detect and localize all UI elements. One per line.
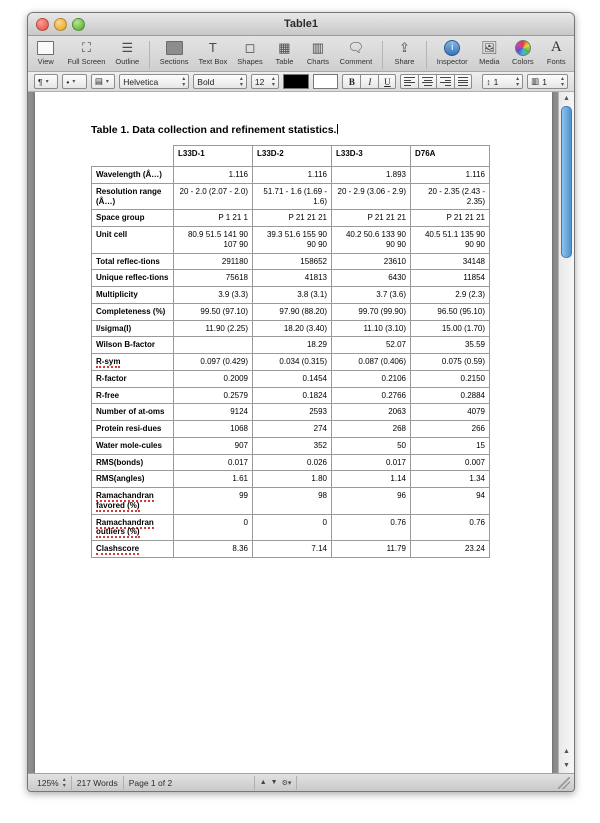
- full-screen-icon: ⛶: [81, 39, 91, 55]
- align-left-button[interactable]: [400, 74, 418, 89]
- table-cell-value: 2593: [253, 404, 332, 421]
- table-cell-value: 0.097 (0.429): [174, 354, 253, 371]
- table-cell-value: 9124: [174, 404, 253, 421]
- toolbar-view[interactable]: [34, 39, 57, 66]
- word-count: [72, 776, 124, 790]
- table-cell-value: 0.026: [253, 454, 332, 471]
- table-cell-value: 18.20 (3.40): [253, 320, 332, 337]
- table-row[interactable]: [92, 514, 490, 541]
- table-cell-value: 51.71 - 1.6 (1.69 - 1.6): [253, 183, 332, 210]
- table-cell-value: P 21 21 21: [253, 210, 332, 227]
- scroll-thumb[interactable]: [561, 106, 572, 258]
- table-cell-value: 8.36: [174, 541, 253, 558]
- line-spacing-icon: ↕: [486, 76, 491, 87]
- table-cell-value: 0.76: [411, 514, 490, 541]
- page-down-icon[interactable]: ▼: [270, 779, 278, 786]
- scroll-up-arrow-bottom[interactable]: ▲: [563, 748, 570, 755]
- table-row-label: Unit cell: [92, 227, 174, 254]
- table-cell-value: 3.7 (3.6): [332, 287, 411, 304]
- table-cell-value: 40.2 50.6 133 90 90 90: [332, 227, 411, 254]
- table-cell-value: 7.14: [253, 541, 332, 558]
- spellcheck-underline: R-sym: [96, 357, 121, 366]
- spellcheck-underline: Ramachandran favored (%): [96, 491, 154, 510]
- table-cell-value: 0.2106: [332, 370, 411, 387]
- view-icon: [37, 39, 54, 56]
- spellcheck-underline: Clashscore: [96, 544, 140, 553]
- table-row-label: Unique reflec-tions: [92, 270, 174, 287]
- font-style-select[interactable]: Bold ▴ ▾: [193, 74, 247, 89]
- table-row-label: [92, 514, 174, 541]
- outline-icon: ☰: [121, 39, 134, 55]
- table-cell-value: 0.034 (0.315): [253, 354, 332, 371]
- table-cell-value: 266: [411, 421, 490, 438]
- comment-icon: 🗨: [347, 39, 365, 55]
- table-cell-value: 1.61: [174, 471, 253, 488]
- table-cell-value: 39.3 51.6 155 90 90 90: [253, 227, 332, 254]
- table-caption-text: Table 1. Data collection and refinement statistics.: [91, 124, 337, 136]
- table-cell-value: 0.017: [332, 454, 411, 471]
- table-header-l33d-3: L33D-3: [332, 146, 411, 167]
- title-bar[interactable]: [28, 13, 574, 36]
- table-cell-value: 2.9 (2.3): [411, 287, 490, 304]
- close-button[interactable]: [36, 18, 49, 31]
- table-cell-value: 274: [253, 421, 332, 438]
- table-cell-value: 268: [332, 421, 411, 438]
- table-header-l33d-1: L33D-1: [174, 146, 253, 167]
- table-row[interactable]: [92, 303, 490, 320]
- text-style-buttons: [342, 74, 396, 89]
- toolbar-shapes[interactable]: [237, 39, 262, 66]
- toolbar-outline-label: Outline: [115, 57, 140, 66]
- table-header-blank: [92, 146, 174, 167]
- font-family-value: Helvetica: [123, 76, 159, 87]
- table-cell-value: 0.017: [174, 454, 253, 471]
- table-cell-value: 15: [411, 437, 490, 454]
- toolbar-colors[interactable]: [511, 39, 534, 66]
- table-header-row: [92, 146, 490, 167]
- toolbar-separator-3: [426, 41, 427, 69]
- main-toolbar: [28, 36, 574, 72]
- table-header-d76a: D76A: [411, 146, 490, 167]
- columns-select[interactable]: ▥ 1 ▴ ▾: [527, 74, 568, 89]
- table-cell-value: 0.76: [332, 514, 411, 541]
- font-family-select[interactable]: Helvetica ▴ ▾: [119, 74, 189, 89]
- table-row-label: Wilson B-factor: [92, 337, 174, 354]
- table-row-label: Total reflec-tions: [92, 253, 174, 270]
- table-cell-value: 11.10 (3.10): [332, 320, 411, 337]
- table-row-label: Protein resi-dues: [92, 421, 174, 438]
- table-row-label: RMS(angles): [92, 471, 174, 488]
- table-cell-value: 0.007: [411, 454, 490, 471]
- table-cell-value: 1.116: [411, 167, 490, 184]
- maximize-button[interactable]: [72, 18, 85, 31]
- table-row-label: [92, 541, 174, 558]
- align-left-icon: [404, 77, 415, 86]
- table-cell-value: 11.90 (2.25): [174, 320, 253, 337]
- line-spacing-select[interactable]: ↕ 1 ▴ ▾: [482, 74, 523, 89]
- table-row-label: [92, 354, 174, 371]
- table-row-label: R-factor: [92, 370, 174, 387]
- table-row-label: Space group: [92, 210, 174, 227]
- table-row[interactable]: [92, 183, 490, 210]
- table-header-l33d-2: L33D-2: [253, 146, 332, 167]
- toolbar-inspector-label: Inspector: [436, 57, 468, 66]
- toolbar-text-box[interactable]: [199, 39, 228, 66]
- align-justify-icon: [458, 77, 468, 86]
- align-right-button[interactable]: [436, 74, 454, 89]
- zoom-value: 125%: [37, 777, 59, 788]
- table-cell-value: 18.29: [253, 337, 332, 354]
- style-bar: [28, 72, 574, 92]
- table-cell-value: P 1 21 1: [174, 210, 253, 227]
- table-row-label: [92, 488, 174, 515]
- table-row[interactable]: [92, 320, 490, 337]
- table-row-label: R-free: [92, 387, 174, 404]
- list-style-icon: •: [66, 76, 70, 87]
- table-row-label: Completeness (%): [92, 303, 174, 320]
- table-cell-value: P 21 21 21: [411, 210, 490, 227]
- table-cell-value: 40.5 51.1 135 90 90 90: [411, 227, 490, 254]
- word-count-value: 217 Words: [76, 777, 118, 788]
- align-right-icon: [440, 77, 451, 86]
- align-justify-button[interactable]: [454, 74, 472, 89]
- document-canvas[interactable]: [28, 92, 574, 773]
- toolbar-fonts-label: Fonts: [546, 57, 566, 66]
- table-row[interactable]: [92, 270, 490, 287]
- table-body: [92, 167, 490, 558]
- table-cell-value: 52.07: [332, 337, 411, 354]
- toolbar-charts-label: Charts: [306, 57, 329, 66]
- table-cell-value: 1.34: [411, 471, 490, 488]
- table-row[interactable]: [92, 404, 490, 421]
- table-row[interactable]: [92, 421, 490, 438]
- toolbar-share-label: Share: [394, 57, 415, 66]
- table-cell-value: 2063: [332, 404, 411, 421]
- table-cell-value: P 21 21 21: [332, 210, 411, 227]
- scroll-up-arrow[interactable]: ▲: [563, 95, 570, 102]
- toolbar-separator-2: [382, 41, 383, 69]
- colors-icon: [515, 39, 531, 56]
- align-center-button[interactable]: [418, 74, 436, 89]
- highlight-color-swatch[interactable]: [313, 74, 339, 89]
- table-row[interactable]: [92, 387, 490, 404]
- sections-icon: [166, 39, 183, 56]
- media-icon: 🖼: [481, 39, 498, 55]
- table-cell-value: 1.80: [253, 471, 332, 488]
- zoom-control[interactable]: 125% ▴ ▾: [32, 776, 72, 790]
- share-icon: ⇪: [399, 39, 410, 55]
- table-cell-value: 20 - 2.0 (2.07 - 2.0): [174, 183, 253, 210]
- statistics-table[interactable]: [91, 145, 490, 558]
- table-row[interactable]: [92, 167, 490, 184]
- toolbar-media[interactable]: [478, 39, 501, 66]
- columns-value: 1: [542, 76, 547, 87]
- table-cell-value: 94: [411, 488, 490, 515]
- table-row-label: Multiplicity: [92, 287, 174, 304]
- toolbar-sections[interactable]: [160, 39, 189, 66]
- table-cell-value: 1.116: [174, 167, 253, 184]
- font-style-value: Bold: [197, 76, 215, 87]
- minimize-button[interactable]: [54, 18, 67, 31]
- table-cell-value: 1.893: [332, 167, 411, 184]
- text-cursor: [337, 124, 338, 134]
- layout-icon: ▤: [94, 76, 103, 86]
- table-cell-value: 75618: [174, 270, 253, 287]
- table-row[interactable]: [92, 471, 490, 488]
- table-cell-value: 6430: [332, 270, 411, 287]
- page-indicator: [124, 776, 255, 790]
- table-row[interactable]: [92, 370, 490, 387]
- table-cell-value: 80.9 51.5 141 90 107 90: [174, 227, 253, 254]
- toolbar-full-screen[interactable]: [67, 39, 105, 66]
- table-icon: ▦: [278, 39, 291, 55]
- table-cell-value: 0: [174, 514, 253, 541]
- align-center-icon: [422, 77, 433, 86]
- application-window: [27, 12, 575, 792]
- table-row[interactable]: [92, 354, 490, 371]
- table-row[interactable]: [92, 227, 490, 254]
- table-row-label: Number of at-oms: [92, 404, 174, 421]
- table-row-label: Resolution range (Å…): [92, 183, 174, 210]
- toolbar-table[interactable]: [273, 39, 296, 66]
- inspector-icon: i: [444, 39, 460, 56]
- toolbar-sections-label: Sections: [159, 57, 189, 66]
- table-row[interactable]: [92, 287, 490, 304]
- page-up-icon[interactable]: ▲: [259, 779, 267, 786]
- table-cell-value: 20 - 2.35 (2.43 - 2.35): [411, 183, 490, 210]
- text-color-swatch[interactable]: [283, 74, 309, 89]
- table-cell-value: 99.50 (97.10): [174, 303, 253, 320]
- table-cell-value: 20 - 2.9 (3.06 - 2.9): [332, 183, 411, 210]
- status-bar: [28, 773, 574, 791]
- font-size-value: 12: [254, 76, 265, 87]
- table-cell-value: 15.00 (1.70): [411, 320, 490, 337]
- charts-icon: ▥: [311, 39, 325, 55]
- table-cell-value: 0.2579: [174, 387, 253, 404]
- paragraph-style-icon: ¶: [38, 76, 43, 87]
- toolbar-outline[interactable]: [115, 39, 139, 66]
- page-settings-icon[interactable]: ⚙▾: [281, 779, 292, 787]
- underline-button[interactable]: U: [378, 74, 396, 89]
- table-row-label: Wavelength (Å…): [92, 167, 174, 184]
- shapes-icon: ◻: [244, 39, 256, 55]
- table-cell-value: 907: [174, 437, 253, 454]
- table-cell-value: 3.9 (3.3): [174, 287, 253, 304]
- toolbar-table-label: Table: [275, 57, 294, 66]
- text-box-icon: T: [208, 40, 217, 55]
- toolbar-colors-label: Colors: [511, 57, 534, 66]
- table-cell-value: 1.116: [253, 167, 332, 184]
- table-cell-value: 4079: [411, 404, 490, 421]
- document-page[interactable]: [35, 92, 552, 773]
- table-cell-value: 0.2884: [411, 387, 490, 404]
- table-row-label: RMS(bonds): [92, 454, 174, 471]
- table-cell-value: 0.1824: [253, 387, 332, 404]
- toolbar-inspector[interactable]: [437, 39, 468, 66]
- table-caption: [91, 124, 524, 136]
- table-row-label: I/sigma(I): [92, 320, 174, 337]
- alignment-buttons: [400, 74, 472, 89]
- toolbar-media-label: Media: [479, 57, 500, 66]
- toolbar-shapes-label: Shapes: [237, 57, 263, 66]
- vertical-scrollbar[interactable]: [558, 92, 574, 773]
- table-row[interactable]: [92, 541, 490, 558]
- toolbar-comment[interactable]: [340, 39, 373, 66]
- table-row[interactable]: [92, 210, 490, 227]
- window-resize-handle[interactable]: [558, 777, 570, 789]
- table-cell-value: 97.90 (88.20): [253, 303, 332, 320]
- table-cell-value: 50: [332, 437, 411, 454]
- table-cell-value: 34148: [411, 253, 490, 270]
- table-cell-value: 158652: [253, 253, 332, 270]
- list-style-menu[interactable]: • ▾: [62, 74, 86, 89]
- toolbar-share[interactable]: [393, 39, 416, 66]
- table-cell-value: 98: [253, 488, 332, 515]
- toolbar-separator-1: [149, 41, 150, 69]
- table-cell-value: 35.59: [411, 337, 490, 354]
- toolbar-comment-label: Comment: [339, 57, 373, 66]
- table-cell-value: 41813: [253, 270, 332, 287]
- table-cell-value: [174, 337, 253, 354]
- table-cell-value: 3.8 (3.1): [253, 287, 332, 304]
- line-spacing-value: 1: [493, 76, 499, 87]
- table-row[interactable]: [92, 437, 490, 454]
- table-cell-value: 0.1454: [253, 370, 332, 387]
- fonts-icon: A: [550, 39, 562, 55]
- table-cell-value: 99: [174, 488, 253, 515]
- spellcheck-underline: Ramachandran outliers (%): [96, 517, 154, 537]
- scroll-down-arrow[interactable]: ▼: [563, 762, 570, 769]
- page-navigation[interactable]: [255, 776, 298, 790]
- table-cell-value: 0: [253, 514, 332, 541]
- toolbar-fonts[interactable]: [545, 39, 568, 66]
- table-cell-value: 0.075 (0.59): [411, 354, 490, 371]
- table-cell-value: 0.087 (0.406): [332, 354, 411, 371]
- table-row[interactable]: [92, 488, 490, 515]
- table-cell-value: 11854: [411, 270, 490, 287]
- table-row[interactable]: [92, 454, 490, 471]
- table-row[interactable]: [92, 337, 490, 354]
- table-cell-value: 1.14: [332, 471, 411, 488]
- table-cell-value: 0.2150: [411, 370, 490, 387]
- font-size-select[interactable]: 12 ▴ ▾: [251, 74, 279, 89]
- table-cell-value: 23.24: [411, 541, 490, 558]
- window-controls: [36, 18, 85, 31]
- table-row[interactable]: [92, 253, 490, 270]
- columns-icon: ▥: [531, 76, 540, 86]
- page-indicator-value: Page 1 of 2: [128, 777, 173, 788]
- toolbar-full-screen-label: Full Screen: [67, 57, 106, 66]
- table-cell-value: 0.2766: [332, 387, 411, 404]
- table-cell-value: 0.2009: [174, 370, 253, 387]
- layout-menu[interactable]: ▤ ▾: [91, 74, 115, 89]
- table-cell-value: 23610: [332, 253, 411, 270]
- toolbar-charts[interactable]: [306, 39, 329, 66]
- toolbar-view-label: View: [37, 57, 54, 66]
- table-cell-value: 96: [332, 488, 411, 515]
- table-cell-value: 352: [253, 437, 332, 454]
- table-cell-value: 11.79: [332, 541, 411, 558]
- bold-button[interactable]: B: [342, 74, 360, 89]
- toolbar-text-box-label: Text Box: [198, 57, 228, 66]
- table-cell-value: 1068: [174, 421, 253, 438]
- table-cell-value: 96.50 (95.10): [411, 303, 490, 320]
- italic-button[interactable]: I: [360, 74, 378, 89]
- paragraph-style-menu[interactable]: ¶ ▾: [34, 74, 58, 89]
- table-row-label: Water mole-cules: [92, 437, 174, 454]
- table-cell-value: 291180: [174, 253, 253, 270]
- window-title: Table1: [283, 18, 319, 30]
- table-cell-value: 99.70 (99.90): [332, 303, 411, 320]
